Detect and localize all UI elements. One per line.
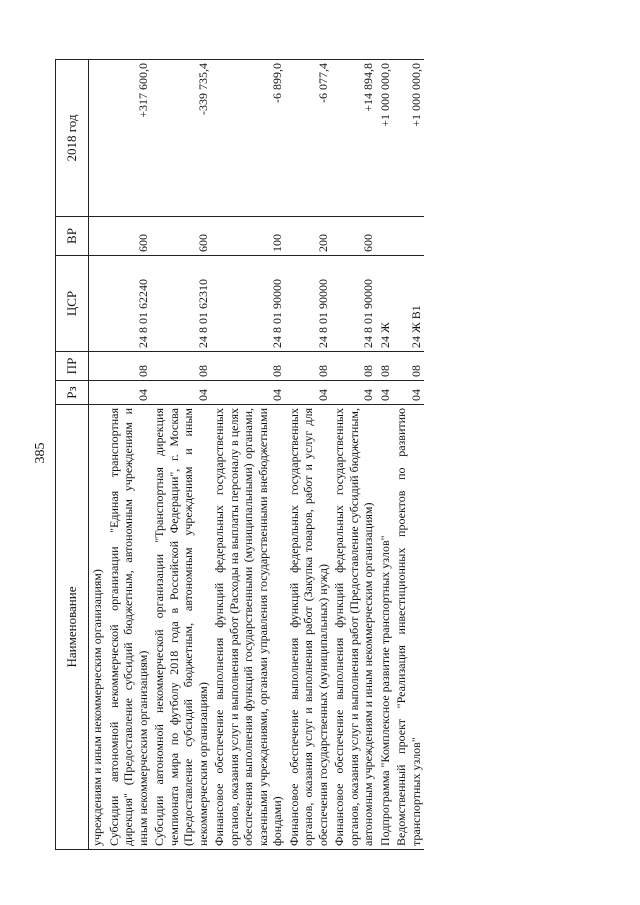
row-name: Подпрограмма "Комплексное развитие транспортных узлов" (377, 405, 394, 850)
header-csr: ЦСР (56, 256, 89, 352)
table-row (89, 60, 106, 850)
row-name: Финансовое обеспечение выполнения функций федеральных государственных органов, оказания услуг и выполнения работ (Расходы на выплаты персоналу в целях обеспечения выполнения функций государственными (муниципальными) органами, казенными учреждениями, органами управления государственными внебюджетными фондами) (211, 405, 286, 850)
row-rz: 04 (106, 381, 152, 405)
row-csr (89, 256, 106, 352)
row-csr: 24 Ж (377, 256, 394, 352)
row-pr (89, 352, 106, 381)
row-pr: 08 (331, 352, 377, 381)
header-year: 2018 год (56, 60, 89, 217)
row-pr: 08 (151, 352, 211, 381)
row-name: Финансовое обеспечение выполнения функций федеральных государственных органов, оказания услуг и выполнения работ (Предоставление субсидий бюджетным, автономным учреждениям и иным некоммерческим организациям) (331, 405, 377, 850)
row-pr: 08 (286, 352, 332, 381)
row-pr: 08 (211, 352, 286, 381)
row-name: Ведомственный проект "Реализация инвестиционных проектов по развитию транспортных узлов" (393, 405, 424, 850)
header-name: Наименование (56, 405, 89, 850)
row-name: учреждениям и иным некоммерческим организациям) (89, 405, 106, 850)
row-vr: 600 (331, 217, 377, 256)
row-vr: 600 (151, 217, 211, 256)
budget-table (55, 59, 424, 850)
row-rz: 04 (393, 381, 424, 405)
row-rz: 04 (331, 381, 377, 405)
row-csr: 24 8 01 62240 (106, 256, 152, 352)
row-amount: +1 000 000,0 (393, 60, 424, 217)
row-pr: 08 (106, 352, 152, 381)
row-csr: 24 Ж В1 (393, 256, 424, 352)
table-row (331, 60, 377, 850)
row-vr: 100 (211, 217, 286, 256)
row-vr: 600 (106, 217, 152, 256)
row-amount: -6 077,4 (286, 60, 332, 217)
row-amount: +317 600,0 (106, 60, 152, 217)
header-pr: ПР (56, 352, 89, 381)
table-row (393, 60, 424, 850)
row-name: Субсидии автономной некоммерческой организации "Единая транспортная дирекция" (Предоставление субсидий бюджетным, автономным учреждениям и иным некоммерческим организациям) (106, 405, 152, 850)
row-rz: 04 (151, 381, 211, 405)
row-name: Финансовое обеспечение выполнения функций федеральных государственных органов, оказания услуг и выполнения работ (Закупка товаров, работ и услуг для обеспечения государственных (муниципальных) нужд) (286, 405, 332, 850)
table-row (377, 60, 394, 850)
row-amount: -6 899,0 (211, 60, 286, 217)
row-amount: -339 735,4 (151, 60, 211, 217)
row-rz (89, 381, 106, 405)
row-csr: 24 8 01 90000 (286, 256, 332, 352)
row-pr: 08 (377, 352, 394, 381)
rotated-table-container (55, 60, 590, 850)
table-row (211, 60, 286, 850)
row-vr (393, 217, 424, 256)
row-vr (377, 217, 394, 256)
row-csr: 24 8 01 62310 (151, 256, 211, 352)
row-vr: 200 (286, 217, 332, 256)
row-csr: 24 8 01 90000 (211, 256, 286, 352)
table-row (106, 60, 152, 850)
row-amount (89, 60, 106, 217)
row-rz: 04 (286, 381, 332, 405)
table-header (56, 60, 89, 850)
table-row (151, 60, 211, 850)
row-name: Субсидии автономной некоммерческой организации "Транспортная дирекция чемпионата мира по футболу 2018 года в Российской Федерации", г. Москва (Предоставление субсидий бюджетным, автономным учреждениям и иным некоммерческим организациям) (151, 405, 211, 850)
row-pr: 08 (393, 352, 424, 381)
header-rz: Рз (56, 381, 89, 405)
row-amount: +1 000 000,0 (377, 60, 394, 217)
page-number: 385 (33, 442, 48, 464)
header-vr: ВР (56, 217, 89, 256)
row-vr (89, 217, 106, 256)
row-rz: 04 (211, 381, 286, 405)
table-body (89, 60, 425, 850)
row-amount: +14 894,8 (331, 60, 377, 217)
table-row (286, 60, 332, 850)
row-csr: 24 8 01 90000 (331, 256, 377, 352)
row-rz: 04 (377, 381, 394, 405)
